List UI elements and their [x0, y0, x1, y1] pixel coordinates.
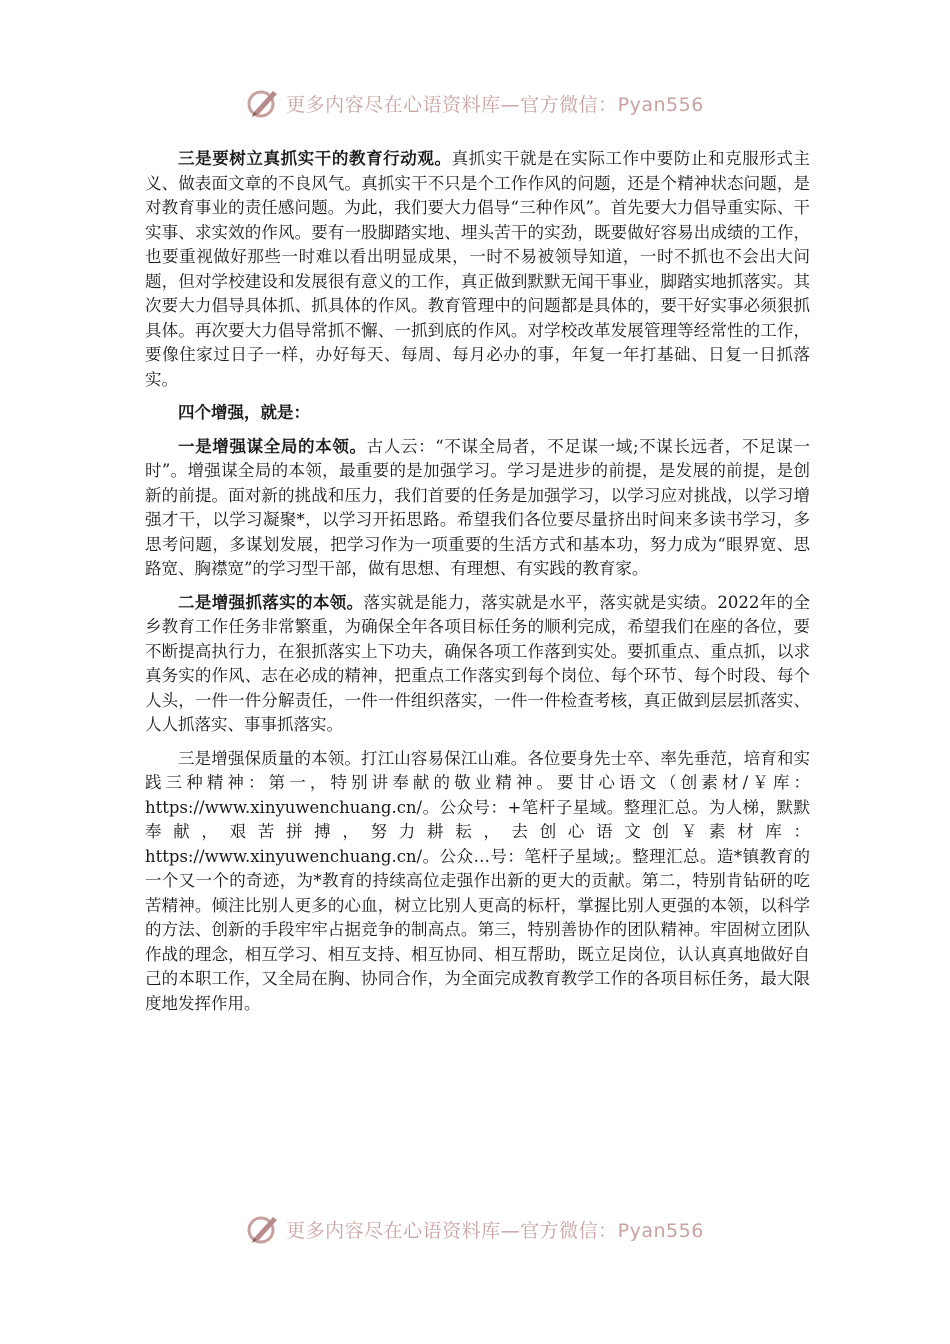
paragraph-lead: 三是要树立真抓实干的教育行动观。 — [178, 149, 452, 168]
footer-banner — [0, 1212, 950, 1246]
paragraph-text: 古人云：“不谋全局者，不足谋一域;不谋长远者，不足谋一时”。增强谋全局的本领，最重要的是加强学习。学习是进步的前提，是发展的前提，是创新的前提。面对新的挑战和压力，我们首要的任务是加强学习，以学习应对挑战，以学习增强才干，以学习凝聚*，以学习开拓思路。希望我们各位要尽量挤出时间来多读书学习，多思考问题，多谋划发展，把学习作为一项重要的生活方式和基本功，努力成为“眼界宽、思路宽、胸襟宽”的学习型干部，做有思想、有理想、有实践的教育家。 — [145, 436, 810, 578]
paragraph — [145, 435, 810, 582]
paragraph — [145, 591, 810, 738]
paragraph — [145, 747, 810, 1017]
pen-logo-icon — [246, 1212, 282, 1246]
paragraph-lead: 四个增强，就是： — [178, 403, 310, 422]
header-banner-text: 更多内容尽在心语资料库—官方微信：Pyan556 — [286, 93, 704, 116]
paragraph-lead: 一是增强谋全局的本领。 — [178, 436, 367, 456]
paragraph-lead: 二是增强抓落实的本领。 — [178, 592, 364, 612]
paragraph-text: 真抓实干就是在实际工作中要防止和克服形式主义、做表面文章的不良风气。真抓实干不只是个工作作风的问题，还是个精神状态问题，是对教育事业的责任感问题。为此，我们要大力倡导“三种作风”。首先要大力倡导重实际、干实事、求实效的作风。要有一股脚踏实地、埋头苦干的实劲，既要做好容易出成绩的工作，也要重视做好那些一时难以看出明显成果，一时不易被领导知道，一时不抓也不会出大问题，但对学校建设和发展很有意义的工作，真正做到默默无闻干事业，脚踏实地抓落实。其次要大力倡导具体抓、抓具体的作风。教育管理中的问题都是具体的，要干好实事必须狠抓具体。再次要大力倡导常抓不懈、一抓到底的作风。对学校改革发展管理等经常性的工作，要像住家过日子一样，办好每天、每周、每月必办的事，年复一年打基础、日复一日抓落实。 — [145, 149, 811, 389]
paragraph — [145, 401, 810, 426]
paragraph-text: 落实就是能力，落实就是水平，落实就是实绩。2022年的全乡教育工作任务非常繁重，为确保全年各项目标任务的顺利完成，希望我们在座的各位，要不断提高执行力，在狠抓落实上下功夫，确保各项工作落到实处。要抓重点、重点抓，以求真务实的作风、志在必成的精神，把重点工作落实到每个岗位、每个环节、每个时段、每个人头，一件一件分解责任，一件一件组织落实，一件一件检查考核，真正做到层层抓落实、人人抓落实、事事抓落实。 — [145, 592, 811, 734]
header-banner — [0, 86, 950, 120]
paragraph — [145, 147, 810, 392]
document-body — [145, 147, 810, 1025]
footer-banner-text: 更多内容尽在心语资料库—官方微信：Pyan556 — [286, 1219, 704, 1242]
paragraph-text: 三是增强保质量的本领。打江山容易保江山难。各位要身先士卒、率先垂范，培育和实践三种精神：第一，特别讲奉献的敬业精神。要甘心语文（创素材/￥库：https://www.xinyuwenchuang.cn/。公众号：+笔杆子星域。整理汇总。为人梯，默默奉献，艰苦拼搏，努力耕耘，去创心语文创￥素材库：https://www.xinyuwenchuang.cn/。公众…号：笔杆子星域;。整理汇总。造*镇教育的一个又一个的奇迹，为*教育的持续高位走强作出新的更大的贡献。第二，特别肯钻研的吃苦精神。倾注比别人更多的心血，树立比别人更高的标杆，掌握比别人更强的本领，以科学的方法、创新的手段牢牢占据竞争的制高点。第三，特别善协作的团队精神。牢固树立团队作战的理念，相互学习、相互支持、相互协同、相互帮助，既立足岗位，认认真真地做好自己的本职工作，又全局在胸、协同合作，为全面完成教育教学工作的各项目标任务，最大限度地发挥作用。 — [145, 748, 810, 1013]
pen-logo-icon — [246, 86, 282, 120]
